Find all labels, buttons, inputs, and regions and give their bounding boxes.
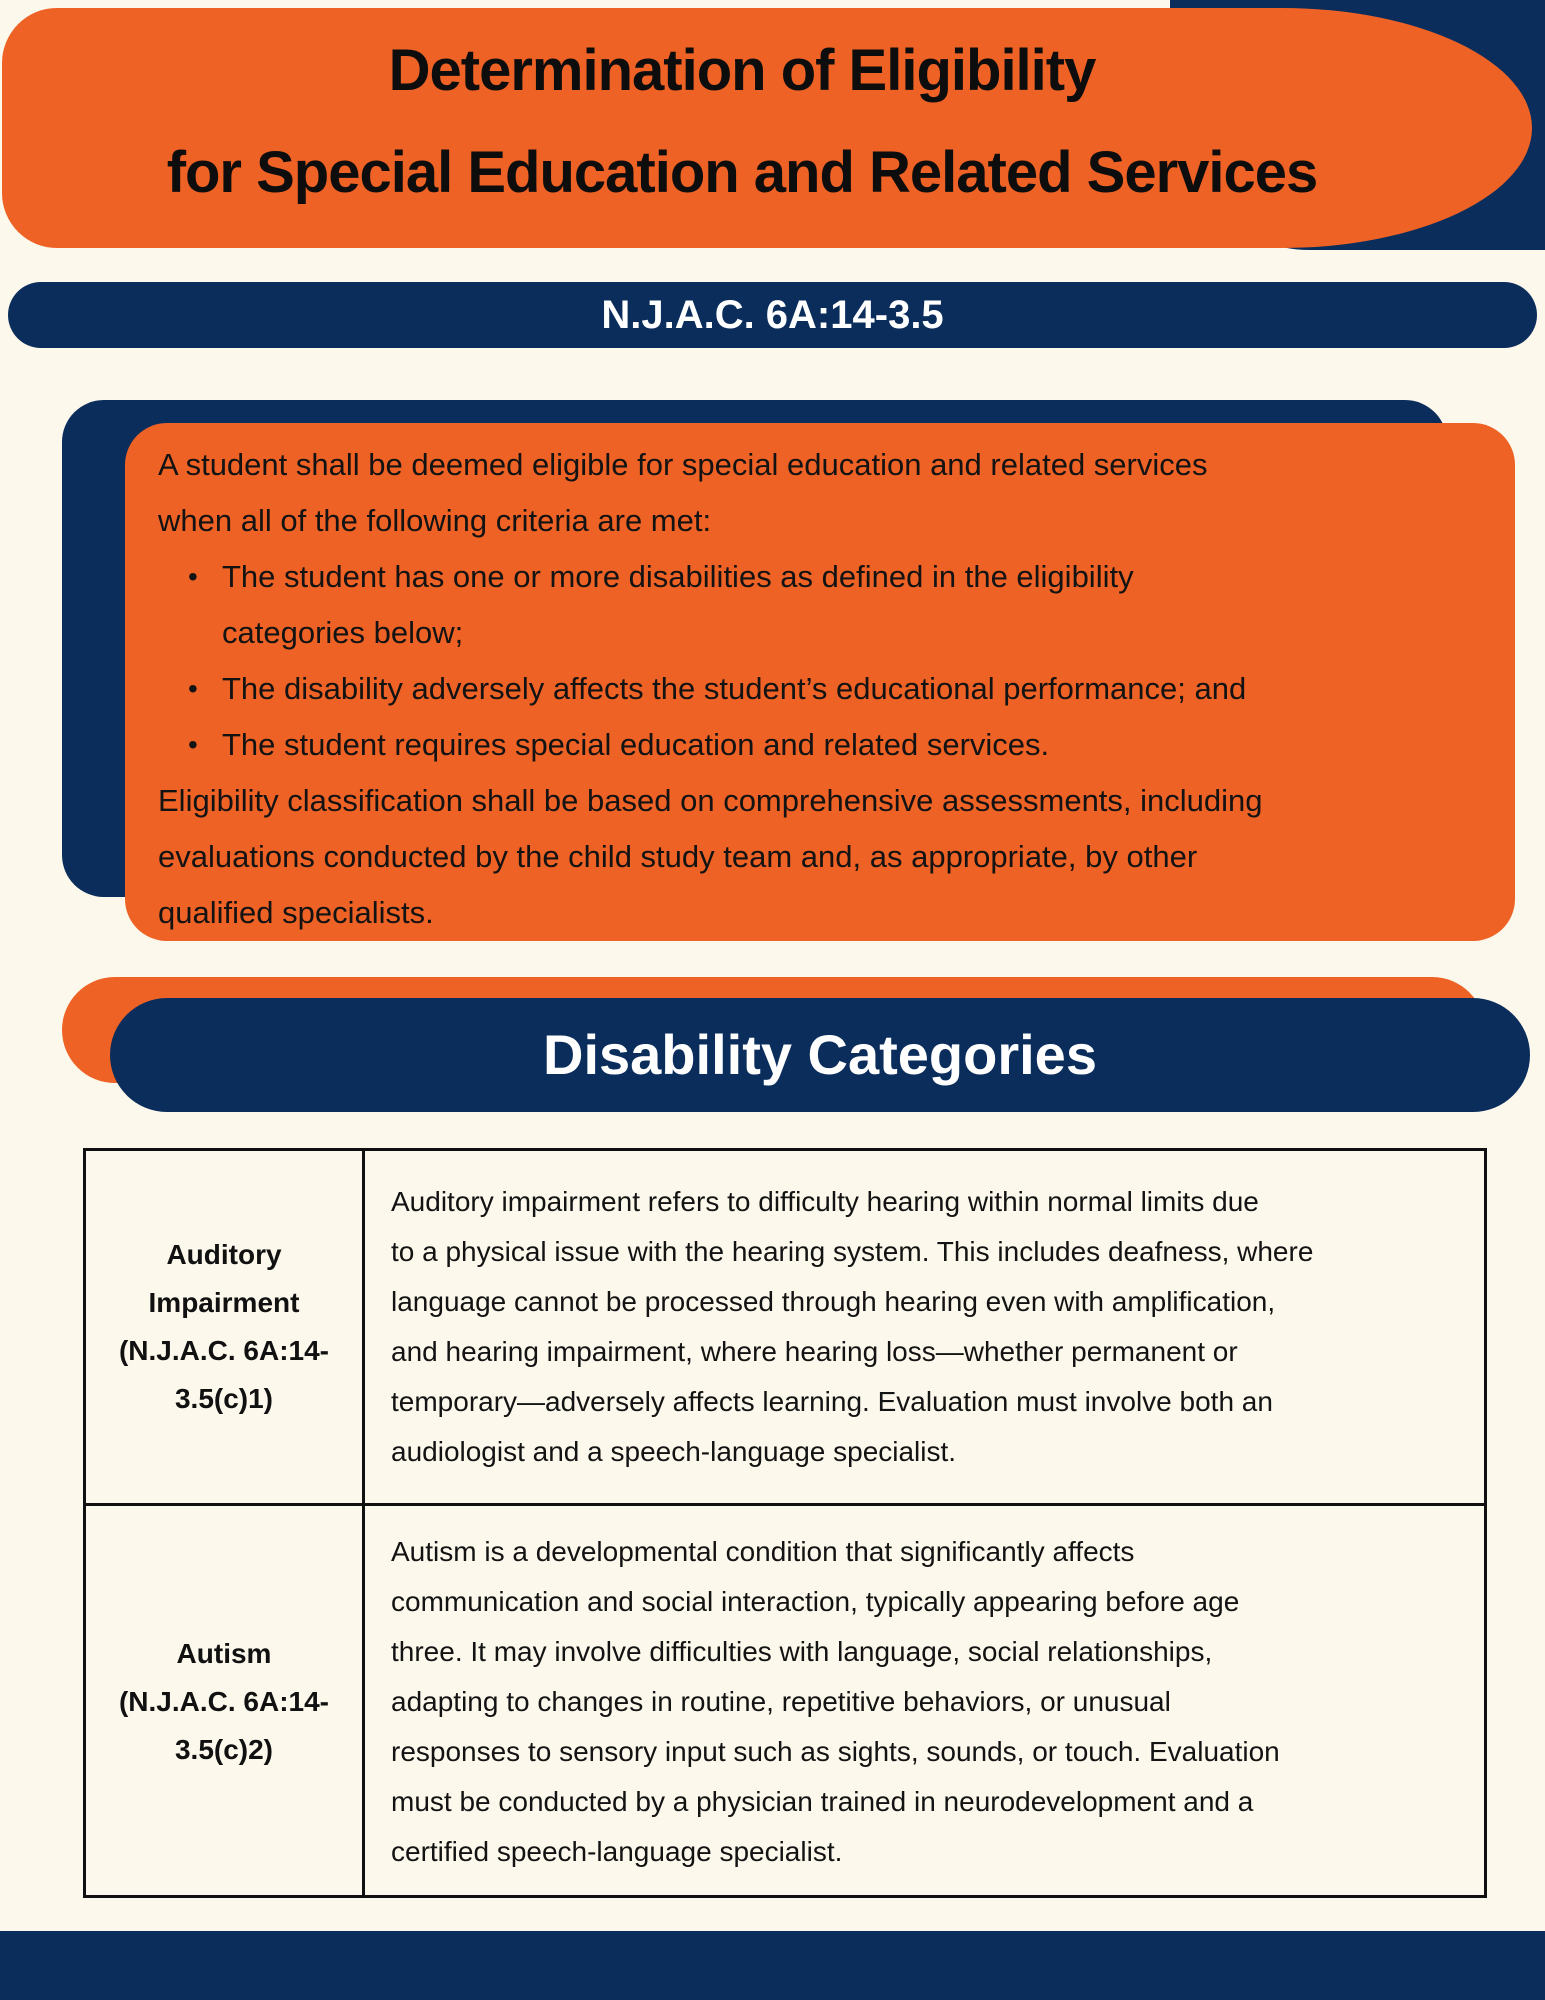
definition-line: communication and social interaction, typically appearing before age [391, 1586, 1240, 1617]
criteria-line: evaluations conducted by the child study team and, as appropriate, by other [158, 839, 1198, 874]
criteria-line: The disability adversely affects the student’s educational performance; and [222, 671, 1247, 706]
criteria-line: when all of the following criteria are met: [158, 503, 712, 538]
term-line: 3.5(c)2) [174, 1734, 274, 1765]
term-line: (N.J.A.C. 6A:14- [118, 1335, 330, 1366]
criteria-line: The student requires special education and related services. [222, 727, 1050, 762]
page-title [2, 20, 1482, 224]
definition-line: audiologist and a speech-language specialist. [391, 1436, 957, 1467]
page-title-line1: Determination of Eligibility [388, 38, 1096, 103]
bullet-icon: • [188, 561, 198, 592]
term-line: (N.J.A.C. 6A:14- [118, 1686, 330, 1717]
table-row [86, 1506, 1484, 1898]
criteria-box [125, 423, 1515, 941]
category-term-cell [86, 1151, 365, 1503]
statute-label: N.J.A.C. 6A:14-3.5 [601, 293, 944, 337]
term-line: 3.5(c)1) [174, 1383, 274, 1414]
criteria-line: qualified specialists. [158, 895, 434, 930]
bullet-icon: • [188, 729, 198, 760]
definition-line: Auditory impairment refers to difficulty hearing within normal limits due [391, 1186, 1259, 1217]
criteria-line: Eligibility classification shall be based on comprehensive assessments, including [158, 783, 1263, 818]
criteria-line: The student has one or more disabilities as defined in the eligibility [222, 559, 1134, 594]
section-banner [110, 998, 1530, 1112]
definition-line: certified speech-language specialist. [391, 1836, 843, 1867]
definition-line: Autism is a developmental condition that significantly affects [391, 1536, 1135, 1567]
definition-line: must be conducted by a physician trained in neurodevelopment and a [391, 1786, 1254, 1817]
criteria-bullet-item [158, 717, 1485, 773]
definition-line: and hearing impairment, where hearing loss—whether permanent or [391, 1336, 1238, 1367]
definition-line: three. It may involve difficulties with language, social relationships, [391, 1636, 1213, 1667]
definition-line: responses to sensory input such as sights, sounds, or touch. Evaluation [391, 1736, 1280, 1767]
category-definition-cell [365, 1506, 1484, 1898]
statute-banner [8, 282, 1537, 348]
definition-line: temporary—adversely affects learning. Evaluation must involve both an [391, 1386, 1273, 1417]
criteria-line: categories below; [222, 615, 464, 650]
term-line: Autism [176, 1638, 272, 1669]
footer-bar [0, 1931, 1545, 2000]
term-line: Impairment [148, 1287, 300, 1318]
criteria-bullet-item [158, 549, 1485, 605]
criteria-line: A student shall be deemed eligible for special education and related services [158, 447, 1208, 482]
disability-categories-table [83, 1148, 1487, 1898]
definition-line: to a physical issue with the hearing system. This includes deafness, where [391, 1236, 1314, 1267]
criteria-bullet-item [158, 661, 1485, 717]
table-row [86, 1151, 1484, 1506]
page-title-line2: for Special Education and Related Services [166, 140, 1318, 205]
definition-line: language cannot be processed through hearing even with amplification, [391, 1286, 1276, 1317]
term-line: Auditory [166, 1239, 282, 1270]
definition-line: adapting to changes in routine, repetitive behaviors, or unusual [391, 1686, 1171, 1717]
category-definition-cell [365, 1151, 1484, 1503]
section-banner-label: Disability Categories [543, 1023, 1097, 1086]
bullet-icon: • [188, 673, 198, 704]
category-term-cell [86, 1506, 365, 1898]
